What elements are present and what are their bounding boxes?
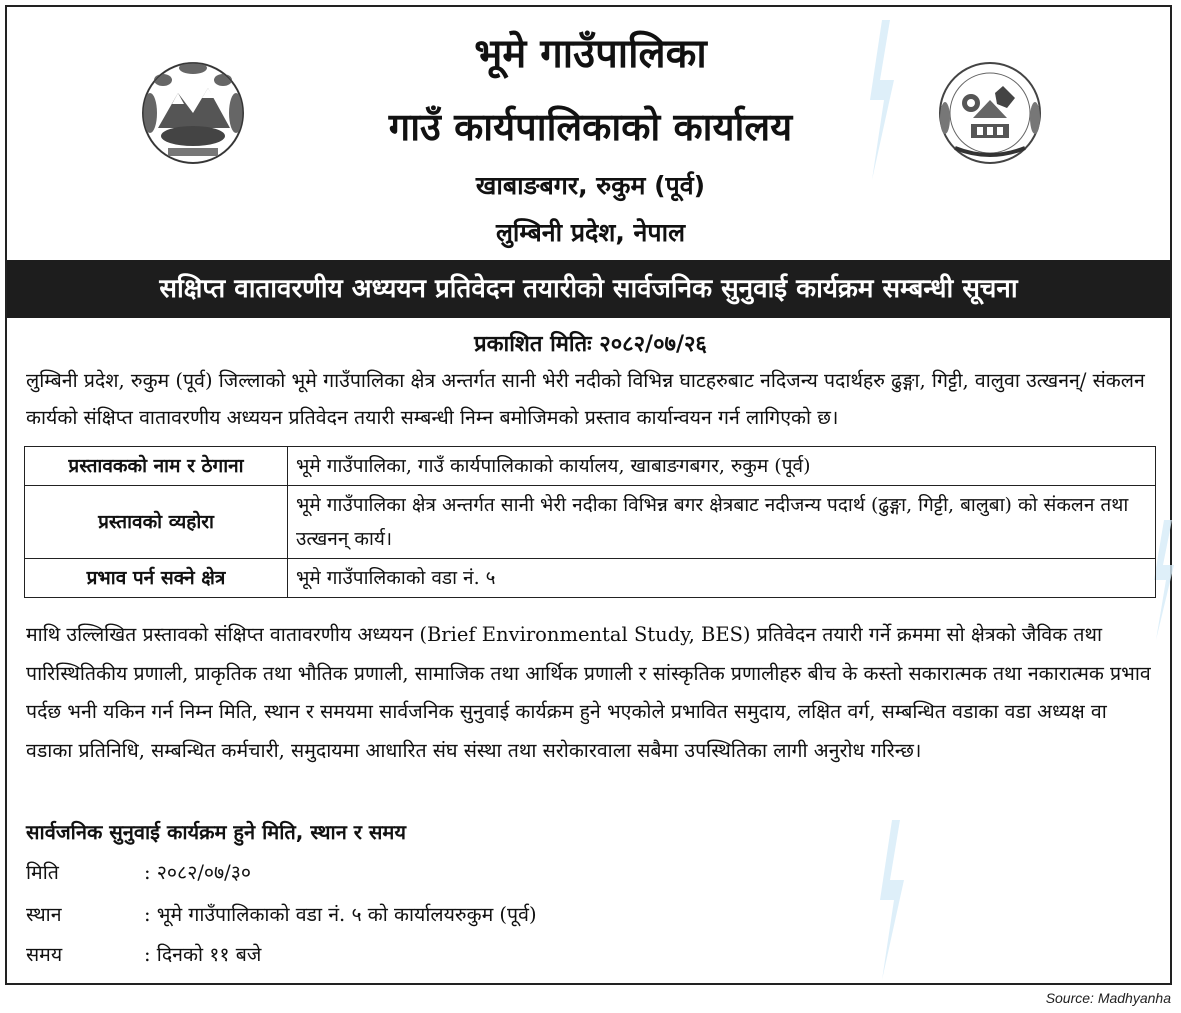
- table-value: भूमे गाउँपालिकाको वडा नं. ५: [288, 559, 1156, 598]
- schedule-time-label: समय: [26, 943, 63, 966]
- table-key: प्रभाव पर्न सक्ने क्षेत्र: [25, 559, 288, 598]
- schedule-heading: सार्वजनिक सुनुवाई कार्यक्रम हुने मिति, स्थान र समय: [26, 820, 406, 844]
- source-credit: Source: Madhyanha: [1045, 990, 1171, 1006]
- office-name: गाउँ कार्यपालिकाको कार्यालय: [388, 105, 793, 149]
- table-key: प्रस्तावकको नाम र ठेगाना: [25, 447, 288, 486]
- table-value: भूमे गाउँपालिका, गाउँ कार्यपालिकाको कार्यालय, खाबाङगबगर, रुकुम (पूर्व): [288, 447, 1156, 486]
- schedule-date-row: [26, 858, 251, 885]
- table-row: [25, 559, 1156, 598]
- proposal-info-table: [24, 446, 1156, 598]
- office-address: खाबाङबगर, रुकुम (पूर्व): [475, 171, 706, 200]
- schedule-place-value: : भूमे गाउँपालिकाको वडा नं. ५ को कार्यालयरुकुम (पूर्व): [144, 903, 537, 926]
- intro-paragraph: लुम्बिनी प्रदेश, रुकुम (पूर्व) जिल्लाको भूमे गाउँपालिका क्षेत्र अन्तर्गत सानी भेरी नदीको विभिन्न घाटहरुबाट नदिजन्य पदार्थहरु ढुङ्गा, गिट्टी, वालुवा उत्खनन्/ संकलन कार्यको संक्षिप्त वातावरणीय अध्ययन प्रतिवेदन तयारी सम्बन्धी निम्न बमोजिमको प्रस्ताव कार्यान्वयन गर्न लागिएको छ।: [26, 369, 1145, 429]
- province-country: लुम्बिनी प्रदेश, नेपाल: [495, 218, 686, 247]
- municipality-name: भूमे गाउँपालिका: [474, 31, 707, 77]
- table-row: [25, 447, 1156, 486]
- published-date: प्रकाशित मितिः २०८२/०७/२६: [474, 332, 707, 357]
- schedule-place-row: [26, 900, 537, 927]
- schedule-time-row: [26, 940, 261, 967]
- schedule-date-value: : २०८२/०७/३०: [144, 861, 252, 884]
- schedule-date-label: मिति: [26, 861, 59, 884]
- schedule-place-label: स्थान: [26, 903, 62, 926]
- schedule-time-value: : दिनको ११ बजे: [144, 943, 262, 966]
- table-value: भूमे गाउँपालिका क्षेत्र अन्तर्गत सानी भेरी नदीका विभिन्न बगर क्षेत्रबाट नदीजन्य पदार्थ (ढुङ्गा, गिट्टी, बालुबा) को संकलन तथा उत्खनन् कार्य।: [288, 486, 1156, 559]
- table-row: [25, 486, 1156, 559]
- body-paragraph: माथि उल्लिखित प्रस्तावको संक्षिप्त वातावरणीय अध्ययन (Brief Environmental Study, BES) प्रतिवेदन तयारी गर्ने क्रममा सो क्षेत्रको जैविक तथा पारिस्थितिकीय प्रणाली, प्राकृतिक तथा भौतिक प्रणाली, सामाजिक तथा आर्थिक प्रणाली र सांस्कृतिक प्रणालीहरु बीच के कस्तो सकारात्मक तथा नकारात्मक प्रभाव पर्दछ भनी यकिन गर्न निम्न मिति, स्थान र समयमा सार्वजनिक सुनुवाई कार्यक्रम हुने भएकोले प्रभावित समुदाय, लक्षित वर्ग, सम्बन्धित वडाका वडा अध्यक्ष वा वडाका प्रतिनिधि, सम्बन्धित कर्मचारी, समुदायमा आधारित संघ संस्था तथा सरोकारवाला सबैमा उपस्थितिका लागी अनुरोध गरिन्छ।: [26, 623, 1151, 762]
- notice-title-banner: सक्षिप्त वातावरणीय अध्ययन प्रतिवेदन तयारीको सार्वजनिक सुनुवाई कार्यक्रम सम्बन्धी सूचना: [7, 260, 1170, 318]
- table-key: प्रस्तावको व्यहोरा: [25, 486, 288, 559]
